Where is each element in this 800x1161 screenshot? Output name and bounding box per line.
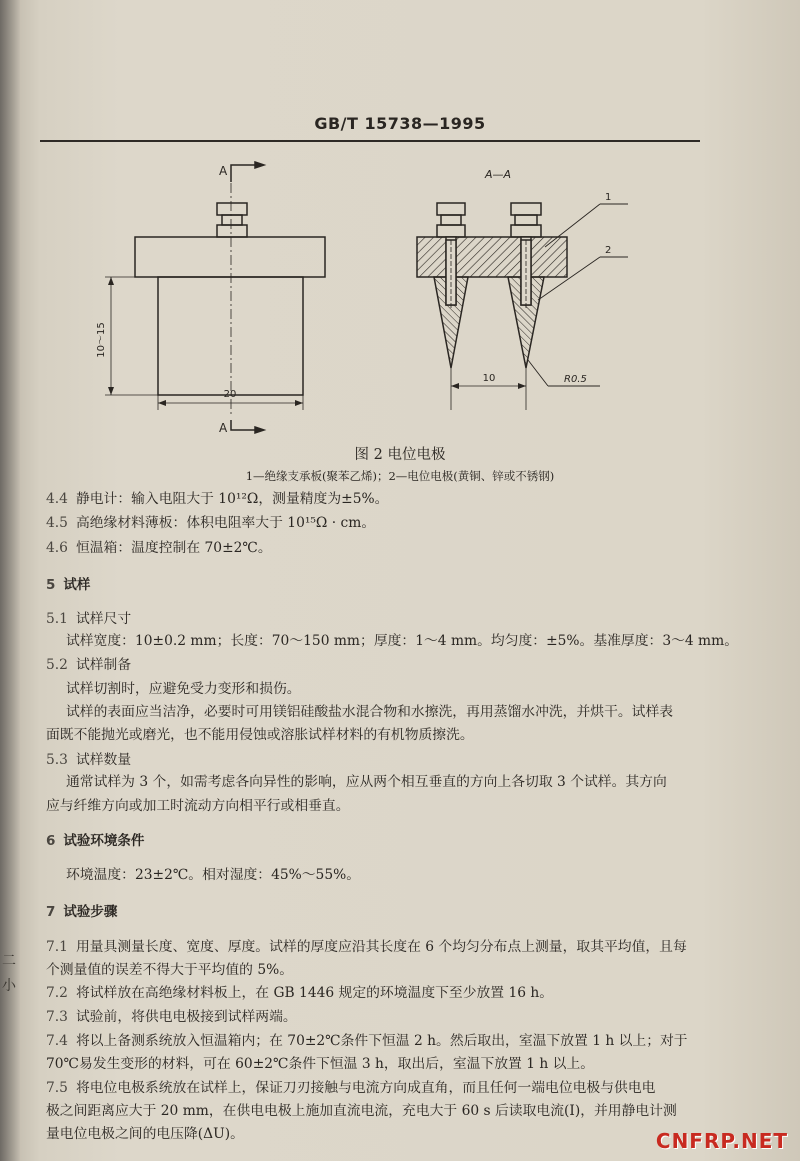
text-line: 极之间距离应大于 20 mm，在供电电极上施加直流电流，充电大于 60 s 后读取电流(I)，并用静电计测 [46, 1103, 677, 1119]
height-dimension: 10～15 [96, 322, 107, 358]
electrode-drawing [0, 150, 800, 440]
clause-4-5: 4.5 高绝缘材料薄板：体积电阻率大于 10¹⁵Ω · cm。 [46, 515, 376, 531]
width-dimension: 20 [223, 389, 237, 400]
clause-7-5: 7.5 将电位电极系统放在试样上，保证刀刃接触与电流方向成直角，而且任何一端电位电极与供电电 [46, 1080, 656, 1096]
section-5-heading: 5 试样 [46, 577, 91, 593]
figure-title: 图 2 电位电极 [354, 447, 446, 463]
clause-4-4: 4.4 静电计：输入电阻大于 10¹²Ω，测量精度为±5%。 [46, 491, 389, 507]
margin-mark: 小 [2, 978, 16, 994]
site-watermark: CNFRP.NET [655, 1129, 788, 1153]
text-line: 试样宽度：10±0.2 mm；长度：70～150 mm；厚度：1～4 mm。均匀度：±5%。基准厚度：3～4 mm。 [66, 633, 739, 649]
callout-2: 2 [605, 245, 612, 256]
text-line: 70℃易发生变形的材料，可在 60±2℃条件下恒温 3 h，取出后，室温下放置 1 h 以上。 [46, 1056, 595, 1072]
text-line: 应与纤维方向或加工时流动方向相平行或相垂直。 [46, 798, 350, 814]
text-line: 环境温度：23±2℃。相对湿度：45%～55%。 [66, 867, 361, 883]
margin-mark: 二 [2, 953, 16, 969]
clause-5-1: 5.1 试样尺寸 [46, 611, 132, 627]
text-line: 通常试样为 3 个，如需考虑各向异性的影响，应从两个相互垂直的方向上各切取 3 个试样。其方向 [66, 774, 667, 790]
page-header: GB/T 15738—1995 [314, 114, 486, 133]
radius-dimension: R0.5 [564, 374, 587, 385]
text-line: 个测量值的误差不得大于平均值的 5%。 [46, 962, 294, 978]
clause-5-3: 5.3 试样数量 [46, 752, 132, 768]
clause-7-4: 7.4 将以上备测系统放入恒温箱内；在 70±2℃条件下恒温 2 h。然后取出，室温下放置 1 h 以上；对于 [46, 1033, 688, 1049]
section-6-heading: 6 试验环境条件 [46, 833, 145, 849]
clause-7-2: 7.2 将试样放在高绝缘材料板上，在 GB 1446 规定的环境温度下至少放置 16 h。 [46, 985, 554, 1001]
clause-4-6: 4.6 恒温箱：温度控制在 70±2℃。 [46, 540, 272, 556]
clause-5-2: 5.2 试样制备 [46, 657, 132, 673]
text-line: 试样的表面应当洁净，必要时可用镁铝硅酸盐水混合物和水擦洗，再用蒸馏水冲洗，并烘干。试样表 [66, 704, 674, 720]
clause-7-3: 7.3 试验前，将供电电极接到试样两端。 [46, 1009, 297, 1025]
callout-1: 1 [605, 192, 612, 203]
text-line: 试样切割时，应避免受力变形和损伤。 [66, 681, 301, 697]
figure-legend: 1—绝缘支承板(聚苯乙烯)；2—电位电极(黄铜、锌或不锈钢) [245, 469, 555, 483]
text-line: 量电位电极之间的电压降(ΔU)。 [46, 1126, 244, 1142]
spacing-dimension: 10 [482, 373, 496, 384]
section-label: A—A [485, 168, 512, 181]
cut-label-bottom: A [219, 421, 228, 435]
section-7-heading: 7 试验步骤 [46, 904, 118, 920]
clause-7-1: 7.1 用量具测量长度、宽度、厚度。试样的厚度应沿其长度在 6 个均匀分布点上测量，取其平均值，且每 [46, 939, 687, 955]
cut-label-top: A [219, 164, 228, 178]
header-rule [40, 140, 700, 142]
text-line: 面既不能抛光或磨光，也不能用侵蚀或溶胀试样材料的有机物质擦洗。 [46, 727, 474, 743]
